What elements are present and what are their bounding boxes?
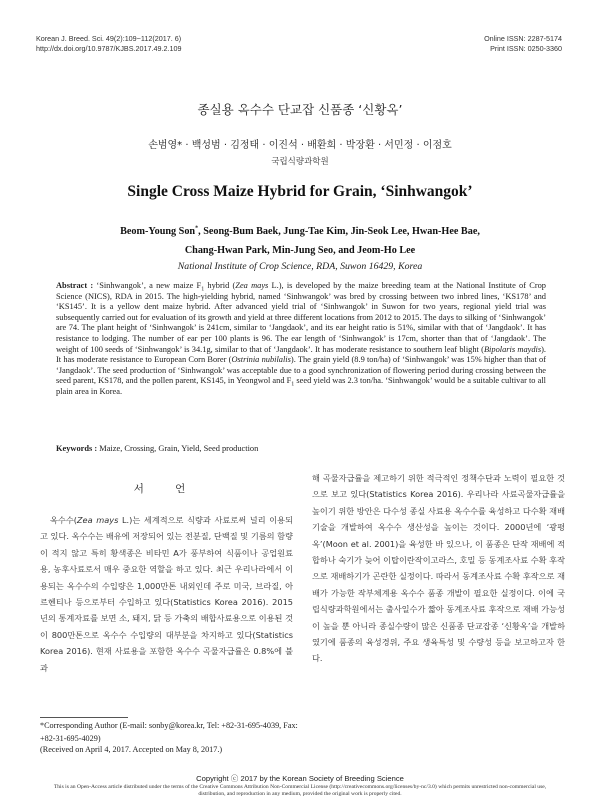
abstract-pathogen-1: Bipolaris maydis [483, 344, 542, 354]
corresponding-author-footnote: *Corresponding Author (E-mail: sonby@korea.kr, Tel: +82-31-695-4039, Fax: +82-31-695-4029) [40, 721, 298, 743]
print-issn: Print ISSN: 0250-3360 [490, 44, 562, 53]
corresponding-mark: * [195, 225, 199, 232]
abstract-text-4: ). It has moderate resistance to European Corn Borer ( [56, 344, 547, 365]
received-date: (Received on April 4, 2017. Accepted on May 8, 2017.) [40, 745, 223, 754]
abstract-text-3: L.), is developed by the maize breeding team at the National Institute of Crop Science (NICS), RDA in 2015. The high-yielding hybrid, named ‘Sinhwangok’ was bred by crossing between two inbred lines, ‘KS178’ and ‘KS145’. It is a yellow dent maize hybrid. After advanced yield trial of ‘Sinhwangok’ in Suwon for two years, regional yield trial was subsequently carried out for evaluation of its growth and yield at three different locations from 2012 to 2015. The days to silking of ‘Sinhwangok’ are 74. The plant height of ‘Sinhwangok’ is 241cm, similar to ‘Jangdaok’, and its ear height ratio is 51%, similar with that of ‘Jangdaok’. It has resistance to lodging. The number of ear per 100 plants is 96. The ear length of ‘Sinhwangok’ is 17cm, shorter than that of ‘Jangdaok’. The weight of 100 seeds of ‘Sinhwangok’ is 34.1g, similar to that of ‘Jangdaok’. It has moderate resistance to southern leaf blight ( [56, 281, 546, 354]
intro-left-column [40, 512, 293, 676]
intro-left-text-1: 옥수수( [50, 515, 77, 525]
abstract-subscript-1: 1 [201, 286, 205, 293]
header-left [36, 34, 181, 54]
keywords-text: Maize, Crossing, Grain, Yield, Seed production [97, 444, 259, 453]
intro-left-text-2: L.)는 세계적으로 식량과 사료로써 널리 이용되고 있다. 옥수수는 배유에 저장되어 있는 전분질, 단백질 및 기름의 함량이 적지 않고 특히 황색종은 비타민 A가 풍부하여 식품이나 공업원료용, 농후사료로서 매우 중요한 역할을 하고 있다. 최근 우리나라에서 이용되는 옥수수의 수입량은 1,000만톤 내외인데 주로 미국, 브라질, 아르헨티나 등으로부터 수입하고 있다(Statistics Korea 2016). 2015년의 통계자료를 보면 소, 돼지, 닭 등 가축의 배합사료용으로 이용된 것이 800만톤으로 옥수수 수입량의 대부분을 차지하고 있다(Statistics Korea 2016). 현재 사료용을 포함한 옥수수 곡물자급률은 0.8%에 불과 [40, 515, 293, 673]
section-heading-introduction: 서 언 [133, 483, 200, 495]
intro-right-column: 해 곡물자급률을 제고하기 위한 적극적인 정책수단과 노력이 필요한 것으로 보고 있다(Statistics Korea 2016). 우리나라 사료곡물자급률을 높이기 위한 방안은 다수성 종실 사료용 옥수수를 육성하고 다수확 재배기술을 개발하여 옥수수 생산성을 높이는 것이다. 2000년에 ‘광평옥’(Moon et al. 2001)을 육성한 바 있으나, 이 품종은 단작 재배에 적합하나 숙기가 늦어 이탑이란작이고라스, 호밀 등 동계조사료 수확 후작으로 재배하기가 곤란한 실정이다. 따라서 동계조사료 수확 후작으로 재배가 가능한 작부체계용 옥수수 품종 개발이 필요한 실정이다. 이에 국립식량과학원에서는 출사일수가 짧아 동계조사료 후작으로 재배 가능성이 높을 뿐 아니라 종실수량이 많은 신품종 단교잡종 ‘신황옥’을 개발하였기에 품종의 육성경위, 주요 생육특성 및 수량성 등을 보고하고자 한다. [312, 473, 565, 664]
journal-citation: Korean J. Breed. Sci. 49(2):109~112(2017. 6) [36, 34, 182, 43]
corresponding-author-name: Beom-Young Son [120, 226, 196, 237]
authors-english [0, 222, 600, 260]
abstract-text-2: hybrid ( [204, 281, 236, 290]
abstract-text-5: ). The grain yield (8.9 ton/ha) of ‘Sinhwangok’ was 15% higher than that of ‘Jangdaok’. The seed production of ‘Sinhwangok’ was acceptable due to a good synchronization of flowering period during crossing between the seed parent, KS178, and the pollen parent, KS145, in Yeongwol and F [56, 355, 546, 386]
abstract-subscript-2: 1 [291, 382, 295, 389]
affiliation-english: National Institute of Crop Science, RDA, Suwon 16429, Korea [177, 261, 423, 272]
keywords-label: Keywords : [56, 444, 98, 453]
header-right [484, 34, 562, 54]
authors-english-line1 [0, 222, 600, 241]
abstract [56, 281, 546, 398]
abstract-species: Zea mays [235, 281, 269, 290]
abstract-text-1: ‘Sinhwangok’, a new maize F [93, 281, 202, 290]
affiliation-korean: 국립식량과학원 [271, 157, 329, 167]
title-korean: 종실용 옥수수 단교잡 신품종 ‘신황옥’ [197, 102, 403, 117]
abstract-pathogen-2: Ostrinia nubilalis [231, 355, 291, 365]
footnote-divider [40, 717, 128, 718]
doi-link[interactable]: http://dx.doi.org/10.9787/KJBS.2017.49.2.109 [36, 44, 182, 53]
abstract-label: Abstract : [56, 281, 94, 290]
coauthors-line1: , Seong-Bum Baek, Jung-Tae Kim, Jin-Seok Lee, Hwan-Hee Bae, [198, 226, 480, 237]
title-english: Single Cross Maize Hybrid for Grain, ‘Sinhwangok’ [127, 183, 473, 200]
abstract-text-6: seed yield was 2.3 ton/ha. ‘Sinhwangok’ would be a suitable cultivar to all plain area in Korea. [56, 376, 546, 396]
copyright-line: Copyright ⓒ 2017 by the Korean Society of Breeding Science [196, 774, 404, 783]
intro-left-species: Zea mays [76, 515, 119, 525]
authors-english-line2: Chang-Hwan Park, Min-Jung Seo, and Jeom-Ho Lee [184, 245, 416, 256]
keywords [56, 444, 546, 453]
online-issn: Online ISSN: 2287-5174 [484, 34, 562, 43]
authors-korean: 손범영* · 백성범 · 김정태 · 이진석 · 배환희 · 박장환 · 서민정 · 이점호 [148, 140, 452, 151]
license-notice: This is an Open-Access article distributed under the terms of the Creative Commons Attribution Non-Commercial License (http://creativecommons.org/licenses/by-nc/3.0) which permits unrestricted non-commercial use, distribution, and reproduction in any medium, provided the original work is properly cited. [53, 784, 547, 797]
